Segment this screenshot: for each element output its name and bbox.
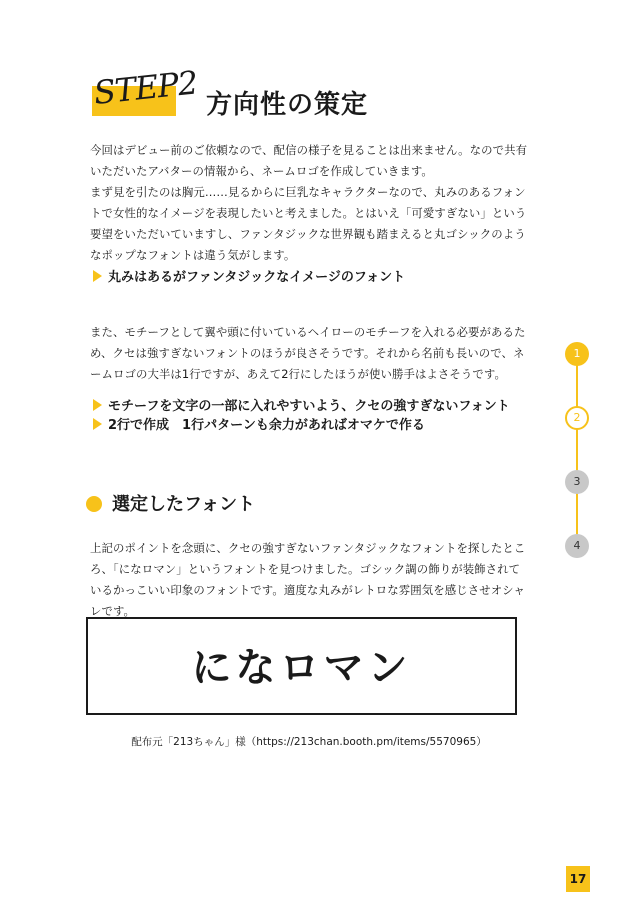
point-text: モチーフを文字の一部に入れやすいよう、クセの強すぎないフォント xyxy=(108,399,510,414)
intro-text xyxy=(90,140,528,266)
section-text xyxy=(90,538,528,622)
progress-step-2: 2 xyxy=(565,406,589,430)
intro-paragraph-2: まず見を引たのは胸元……見るからに巨乳なキャラクターなので、丸みのあるフォントで女性的なイメージを表現したいと考えました。とはいえ「可愛すぎない」という要望をいただいていますし、ファンタジックな世界観も踏まえると丸ゴシックのようなポップなフォントは違う気がします。 xyxy=(90,185,527,262)
progress-step-1: 1 xyxy=(565,342,589,366)
point-text: 2行で作成 1行パターンも余力があればオマケで作る xyxy=(108,418,425,433)
step-label: STEP2 xyxy=(92,63,199,112)
triangle-bullet-icon xyxy=(93,418,102,430)
page-title: 方向性の策定 xyxy=(206,90,369,120)
font-sample-text: になロマン xyxy=(191,645,412,691)
font-credit: 配布元「213ちゃん」様（https://213chan.booth.pm/items/5570965） xyxy=(131,736,487,748)
point-item xyxy=(93,397,510,416)
motif-paragraph: また、モチーフとして翼や頭に付いているヘイローのモチーフを入れる必要があるため、クセは強すぎないフォントのほうが良さそうです。それから名前も長いので、ネームロゴの大半は1行ですが、あえて2行にしたほうが使い勝手はよさそうです。 xyxy=(90,325,526,381)
point-text: 丸みはあるがファンタジックなイメージのフォント xyxy=(108,270,406,285)
motif-text xyxy=(90,322,528,385)
intro-paragraph-1: 今回はデビュー前のご依頼なので、配信の様子を見ることは出来ません。なので共有いただいたアバターの情報から、ネームロゴを作成していきます。 xyxy=(90,143,528,178)
triangle-bullet-icon xyxy=(93,399,102,411)
progress-step-4: 4 xyxy=(565,534,589,558)
page-number: 17 xyxy=(566,866,590,892)
point-item xyxy=(93,416,425,435)
section-title: 選定したフォント xyxy=(112,494,256,515)
section-paragraph: 上記のポイントを念頭に、クセの強すぎないファンタジックなフォントを探したところ、「になロマン」というフォントを見つけました。ゴシック調の飾りが装飾されているかっこいい印象のフォントです。適度な丸みがレトロな雰囲気を感じさせオシャレです。 xyxy=(90,541,526,618)
point-item xyxy=(93,268,405,287)
circle-bullet-icon xyxy=(86,496,102,512)
progress-step-3: 3 xyxy=(565,470,589,494)
triangle-bullet-icon xyxy=(93,270,102,282)
